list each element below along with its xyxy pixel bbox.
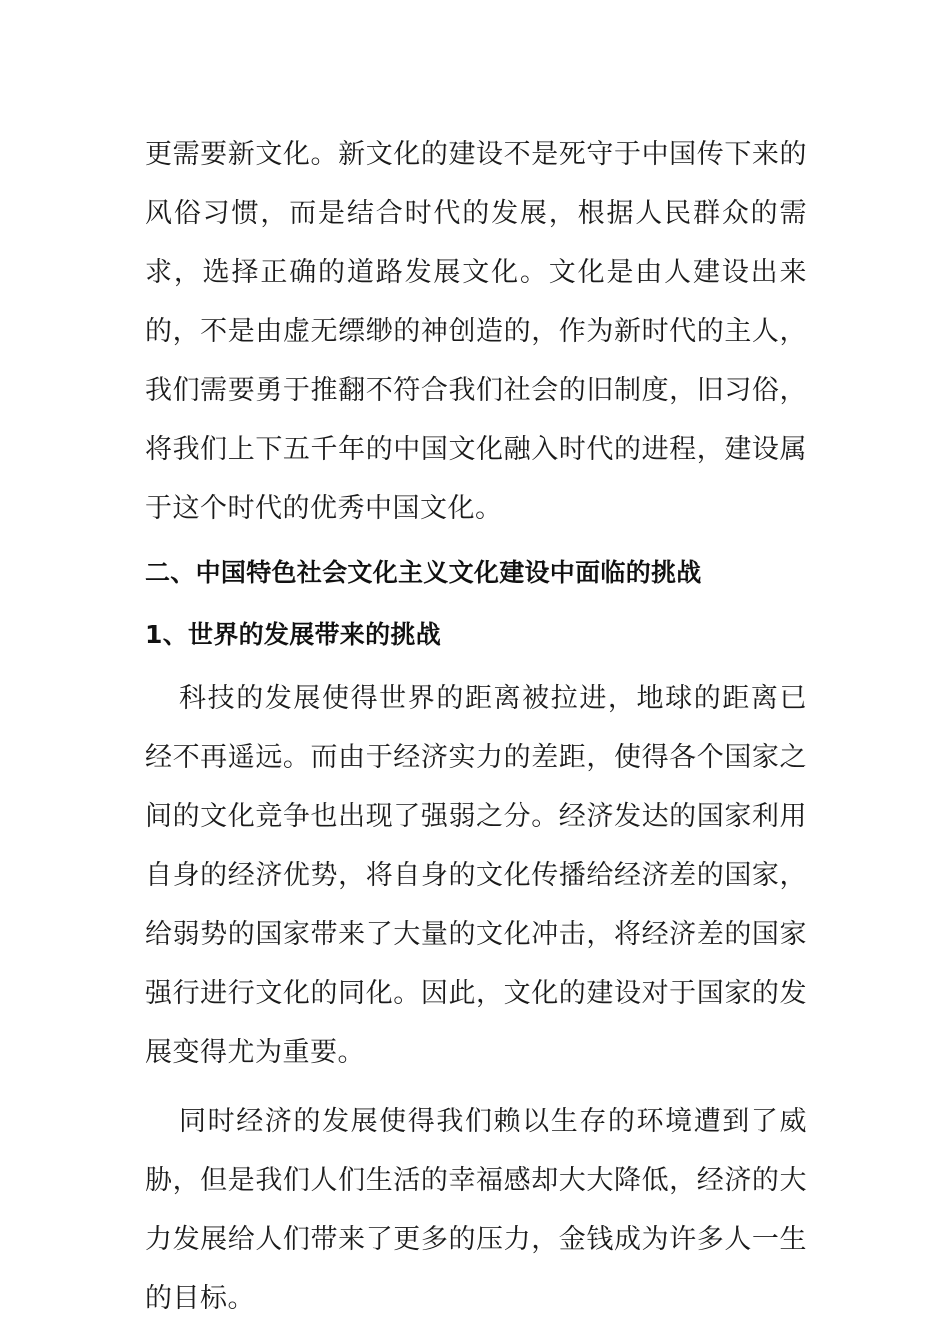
- paragraph-economic-pressure: 同时经济的发展使得我们赖以生存的环境遭到了威胁，但是我们人们生活的幸福感却大大降低，经济的大力发展给人们带来了更多的压力，金钱成为许多人一生的目标。: [145, 1106, 807, 1314]
- section-heading: 二、中国特色社会文化主义文化建设中面临的挑战: [145, 558, 702, 587]
- document-body: [145, 125, 807, 1328]
- subsection-heading: 1、世界的发展带来的挑战: [145, 620, 441, 649]
- paragraph-world-development: 科技的发展使得世界的距离被拉进，地球的距离已经不再遥远。而由于经济实力的差距，使得各个国家之间的文化竞争也出现了强弱之分。经济发达的国家利用自身的经济优势，将自身的文化传播给经济差的国家，给弱势的国家带来了大量的文化冲击，将经济差的国家强行进行文化的同化。因此，文化的建设对于国家的发展变得尤为重要。: [145, 683, 807, 1068]
- paragraph-continuation: 更需要新文化。新文化的建设不是死守于中国传下来的风俗习惯，而是结合时代的发展，根据人民群众的需求，选择正确的道路发展文化。文化是由人建设出来的，不是由虚无缥缈的神创造的，作为新时代的主人，我们需要勇于推翻不符合我们社会的旧制度，旧习俗，将我们上下五千年的中国文化融入时代的进程，建设属于这个时代的优秀中国文化。: [145, 139, 807, 524]
